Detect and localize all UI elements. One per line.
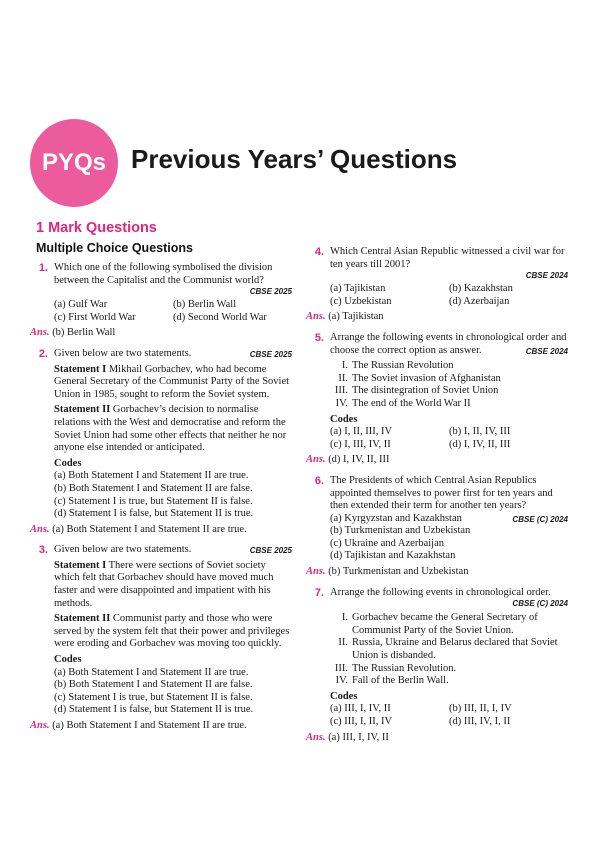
option: (b) I, II, IV, III (449, 426, 511, 438)
answer (306, 732, 568, 745)
option: (c) Ukraine and Azerbaijan (330, 537, 444, 549)
option: (d) Statement I is false, but Statement II is true. (54, 704, 254, 716)
codes-heading: Codes (54, 654, 82, 666)
event-numeral: III. (334, 662, 348, 674)
option: (d) I, IV, II, III (449, 438, 511, 450)
event-item (330, 612, 568, 637)
event-numeral: I. (341, 612, 348, 624)
option: (b) Both Statement I and Statement II are false. (54, 482, 253, 494)
question-text: Arrange the following events in chronological order and choose the correct option as answer. (330, 331, 567, 356)
option: (c) III, I, II, IV (330, 716, 393, 727)
question-text: Which Central Asian Republic witnessed a civil war for ten years till 2001? (330, 246, 565, 270)
option: (c) Statement I is true, but Statement II is false. (54, 691, 253, 703)
answer-text: (b) Turkmenistan and Uzbekistan (328, 566, 469, 578)
exam-tag: CBSE 2025 (249, 287, 292, 297)
question-number: 7. (314, 586, 324, 599)
exam-tag: CBSE (C) 2024 (512, 599, 568, 609)
question-number: 3. (38, 544, 48, 557)
question-2 (30, 348, 292, 536)
option: (b) III, II, I, IV (449, 703, 512, 715)
event-text: The Soviet invasion of Afghanistan (352, 372, 501, 384)
answer (306, 566, 568, 579)
answer-label: Ans. (306, 731, 326, 743)
event-list (330, 360, 568, 410)
question-5 (306, 332, 568, 467)
event-item (330, 398, 568, 411)
option: (a) Both Statement I and Statement II are true. (54, 470, 249, 482)
answer (306, 311, 568, 324)
statement-text: There were sections of Soviet society which felt that Gorbachev should have moved much faster and were disappointed and impatient with his methods. (54, 559, 274, 609)
left-column (30, 262, 292, 741)
answer-label: Ans. (30, 327, 50, 339)
question-text: Given below are two statements. (54, 544, 192, 556)
statement-text: Communist party and those who were served by the system felt that their power and privileges were eroding and Gorbachev was moving too quickly. (54, 613, 290, 650)
question-6 (306, 475, 568, 579)
codes-heading: Codes (54, 457, 82, 469)
event-item (330, 373, 568, 386)
exam-tag: CBSE 2024 (525, 346, 568, 356)
answer (30, 524, 292, 537)
exam-tag: CBSE 2025 (249, 349, 292, 359)
answer-text: (b) Berlin Wall (52, 327, 116, 339)
options (330, 703, 568, 728)
event-text: Russia, Ukraine and Belarus declared that Soviet Union is disbanded. (352, 637, 558, 662)
answer (30, 720, 292, 733)
section-subtitle: Multiple Choice Questions (36, 241, 193, 255)
option: (b) Berlin Wall (173, 299, 237, 311)
exam-tag: CBSE 2024 (525, 271, 568, 281)
statement-label: Statement I (54, 559, 107, 571)
event-text: The Russian Revolution. (352, 662, 457, 674)
answer-label: Ans. (306, 311, 326, 323)
option: (c) First World War (54, 311, 136, 323)
right-column (306, 246, 568, 752)
option: (d) Azerbaijan (449, 295, 510, 307)
statement-2 (54, 404, 292, 454)
answer-label: Ans. (30, 720, 50, 731)
badge-label: PYQs (41, 149, 107, 176)
option: (a) I, II, III, IV (330, 426, 393, 438)
question-text: The Presidents of which Central Asian Republics appointed themselves to power first for ten years and then extended their term for another ten years? (330, 474, 553, 512)
question-7 (306, 587, 568, 745)
event-item (330, 675, 568, 688)
option: (c) I, III, IV, II (330, 438, 391, 450)
option: (a) III, I, IV, II (330, 703, 391, 715)
option: (d) Statement I is false, but Statement II is true. (54, 508, 254, 520)
page-title: Previous Years’ Questions (131, 144, 458, 174)
option: (a) Gulf War (54, 299, 108, 311)
event-numeral: I. (341, 360, 348, 372)
statement-label: Statement II (54, 404, 111, 416)
event-item (330, 360, 568, 373)
event-numeral: III. (334, 385, 348, 397)
event-text: The disintegration of Soviet Union (352, 385, 499, 397)
event-list (330, 612, 568, 688)
option: (a) Tajikistan (330, 283, 386, 295)
event-numeral: II. (338, 372, 348, 384)
answer-text: (a) III, I, IV, II (328, 731, 389, 743)
event-numeral: IV. (335, 397, 348, 409)
option: (b) Kazakhstan (449, 283, 513, 295)
statement-1 (54, 560, 292, 610)
pyqs-badge (30, 119, 118, 207)
event-numeral: II. (338, 637, 348, 649)
answer-label: Ans. (306, 454, 326, 466)
section-title: 1 Mark Questions (36, 220, 157, 236)
question-text: Which one of the following symbolised the division between the Capitalist and the Communist world? (54, 262, 273, 286)
question-number: 5. (314, 331, 324, 344)
question-number: 2. (38, 347, 48, 360)
exam-tag: CBSE (C) 2024 (512, 514, 568, 524)
event-item (330, 637, 568, 662)
statement-label: Statement II (54, 613, 111, 625)
question-4 (306, 246, 568, 324)
event-text: Gorbachev became the General Secretary of Communist Party of the Soviet Union. (352, 612, 538, 636)
question-text: Given below are two statements. (54, 347, 192, 359)
options (54, 299, 292, 324)
option: (c) Statement I is true, but Statement II is false. (54, 495, 253, 507)
option: (b) Both Statement I and Statement II are false. (54, 679, 253, 691)
statement-label: Statement I (54, 363, 107, 375)
option: (d) Second World War (173, 311, 267, 323)
question-number: 4. (314, 246, 324, 258)
option: (a) Both Statement I and Statement II are true. (54, 666, 249, 678)
codes-heading: Codes (330, 413, 358, 425)
event-item (330, 663, 568, 676)
question-number: 1. (38, 262, 48, 274)
event-numeral: IV. (335, 675, 348, 687)
answer-text: (d) I, IV, II, III (328, 454, 390, 466)
options (330, 426, 568, 451)
event-text: The end of the World War II (352, 397, 471, 409)
statement-2 (54, 613, 292, 651)
event-item (330, 385, 568, 398)
answer (30, 327, 292, 340)
options (330, 283, 568, 308)
option (330, 513, 568, 526)
option: (b) Turkmenistan and Uzbekistan (330, 525, 471, 537)
answer-text: (a) Both Statement I and Statement II are true. (52, 720, 247, 731)
option-text: (a) Kyrgyzstan and Kazakhstan (330, 512, 462, 524)
statement-text: Mikhail Gorbachev, who had become General Secretary of the Communist Party of the Soviet Union in 1985, sought to reform the Soviet system. (54, 363, 290, 400)
statement-1 (54, 364, 292, 402)
option: (c) Uzbekistan (330, 295, 392, 307)
answer-label: Ans. (306, 566, 326, 578)
question-number: 6. (314, 474, 324, 487)
statement-text: Gorbachev’s decision to normalise relations with the West and democratise and reform the Soviet Union had some other effects that neither he nor anyone else intended or anticipated. (54, 404, 287, 454)
event-text: Fall of the Berlin Wall. (352, 675, 449, 687)
question-3 (30, 544, 292, 732)
answer-text: (a) Tajikistan (328, 311, 384, 323)
answer (306, 454, 568, 467)
question-1 (30, 262, 292, 340)
exam-tag: CBSE 2025 (249, 546, 292, 556)
option: (d) Tajikistan and Kazakhstan (330, 550, 456, 562)
event-text: The Russian Revolution (352, 360, 454, 372)
question-text: Arrange the following events in chronological order. (330, 586, 551, 598)
answer-label: Ans. (30, 523, 50, 535)
option: (d) III, IV, I, II (449, 716, 511, 727)
codes-heading: Codes (330, 690, 358, 702)
answer-text: (a) Both Statement I and Statement II are true. (52, 523, 247, 535)
